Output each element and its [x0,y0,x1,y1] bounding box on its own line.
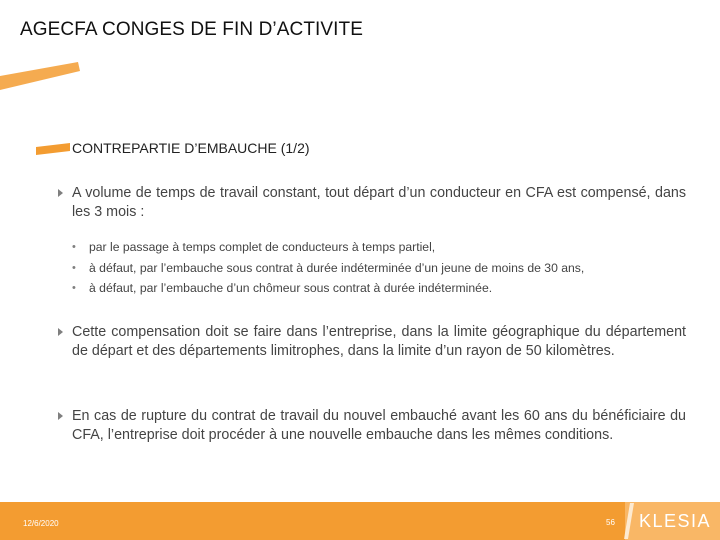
section-heading: CONTREPARTIE D’EMBAUCHE (1/2) [72,140,310,156]
bullet-item [58,184,686,222]
bullet-text: A volume de temps de travail constant, tout départ d’un conducteur en CFA est compensé, dans les 3 mois : [72,185,686,220]
sub-bullet-item [70,258,700,279]
bullet-arrow-icon [58,189,63,197]
sub-bullet-item [70,237,700,258]
page-number: 56 [606,518,615,527]
bullet-text: En cas de rupture du contrat de travail du nouvel embauché avant les 60 ans du bénéficiaire du CFA, l’entreprise doit procéder à une nouvelle embauche dans les mêmes conditions. [72,408,686,443]
sub-bullet-list [70,237,700,299]
slide-title: AGECFA CONGES DE FIN D’ACTIVITE [20,19,364,40]
decorative-swoosh [0,62,80,92]
bullet-text: Cette compensation doit se faire dans l’entreprise, dans la limite géographique du département de départ et des départements limitrophes, dans la limite d’un rayon de 50 kilomètres. [72,324,686,359]
logo-panel [625,502,720,540]
bullet-dot-icon: • [72,261,76,274]
bullet-item [58,407,686,445]
sub-bullet-item [70,278,700,299]
footer-bar [0,502,720,540]
section-accent-dash [36,143,70,155]
sub-bullet-text: à défaut, par l’embauche d’un chômeur sous contrat à durée indéterminée. [89,281,493,295]
bullet-dot-icon: • [72,282,76,294]
logo-divider-stroke [624,503,634,539]
sub-bullet-text: par le passage à temps complet de conducteurs à temps partiel, [89,240,436,254]
footer-date: 12/6/2020 [23,519,59,528]
bullet-arrow-icon [58,412,63,420]
bullet-item [58,323,686,361]
sub-bullet-text: à défaut, par l’embauche sous contrat à durée indéterminée d’un jeune de moins de 30 ans, [89,260,585,275]
bullet-dot-icon: • [72,241,76,253]
bullet-arrow-icon [58,328,63,336]
klesia-logo: KLESIA [639,511,712,531]
